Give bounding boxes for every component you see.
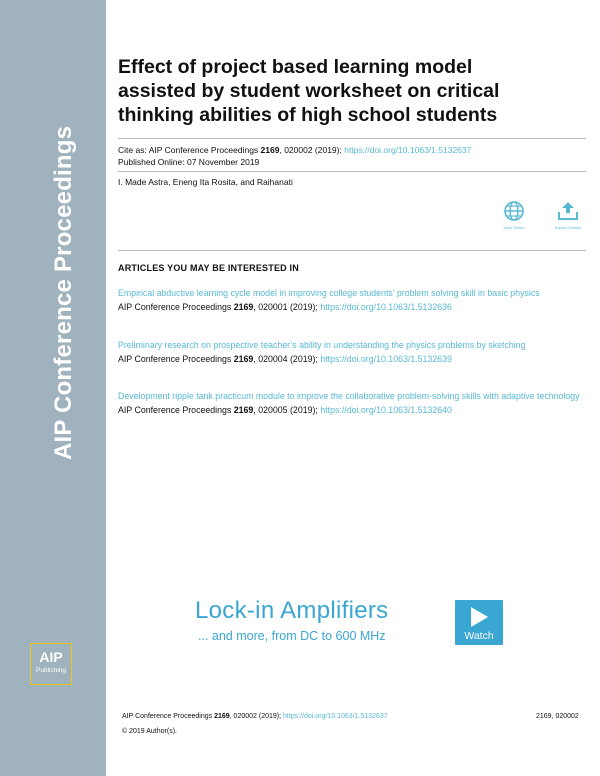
globe-icon (503, 200, 525, 222)
ad-headline: Lock-in Amplifiers (195, 597, 389, 624)
watch-button[interactable] (455, 600, 503, 645)
view-online-button[interactable] (494, 200, 534, 230)
footer-doi-link[interactable]: https://doi.org/10.1063/1.5132637 (283, 713, 388, 720)
related-article-ref (118, 353, 588, 366)
related-article-doi-link[interactable]: https://doi.org/10.1063/1.5132640 (320, 405, 452, 415)
related-article-ref (118, 301, 588, 314)
related-article-title-link[interactable]: Preliminary research on prospective teacher’s ability in understanding the physics problems by sketching (118, 340, 526, 350)
related-article-doi-link[interactable]: https://doi.org/10.1063/1.5132639 (320, 354, 452, 364)
ref-rest: , 020005 (2019); (253, 405, 321, 415)
footer-citation (122, 713, 388, 720)
ref-rest: , 020004 (2019); (253, 354, 321, 364)
view-online-label: View Online (503, 225, 525, 230)
watch-label: Watch (464, 630, 494, 642)
cite-label: Cite as: AIP Conference Proceedings (118, 145, 261, 155)
logo-sub-text: Publishing (36, 667, 66, 674)
play-icon (471, 607, 488, 627)
footer-ref-rest: , 020002 (2019); (229, 713, 283, 720)
export-icon (556, 200, 580, 222)
ref-prefix: AIP Conference Proceedings (118, 302, 234, 312)
related-article-title-link[interactable]: Empirical abductive learning cycle model in improving college students’ problem solving skill in basic physics (118, 288, 540, 298)
cite-line (118, 144, 588, 156)
ref-volume: 2169 (233, 354, 254, 364)
ref-prefix: AIP Conference Proceedings (118, 405, 234, 415)
article-doi-link[interactable]: https://doi.org/10.1063/1.5132637 (344, 145, 472, 155)
ref-volume: 2169 (233, 405, 254, 415)
related-article (118, 287, 588, 314)
related-article-title-link[interactable]: Development ripple tank practicum module to improve the collaborative problem-solving skills with adaptive technology (118, 391, 580, 401)
title-divider (118, 138, 586, 139)
related-article-ref (118, 404, 588, 417)
cite-rest: , 020002 (2019); (279, 145, 345, 155)
footer-ref-prefix: AIP Conference Proceedings (122, 713, 215, 720)
ref-volume: 2169 (233, 302, 254, 312)
related-article (118, 390, 588, 417)
section-divider (118, 250, 586, 251)
aip-publishing-logo[interactable] (30, 643, 72, 685)
related-article-doi-link[interactable]: https://doi.org/10.1063/1.5132636 (320, 302, 452, 312)
article-title: Effect of project based learning model assisted by student worksheet on critical thinking abilities of high school students (118, 56, 500, 126)
ref-prefix: AIP Conference Proceedings (118, 354, 234, 364)
export-citation-button[interactable] (548, 200, 588, 230)
authors: I. Made Astra, Eneng Ita Rosita, and Raihanati (118, 177, 293, 187)
cite-divider (118, 171, 586, 172)
related-article (118, 339, 588, 366)
citation-block (118, 144, 588, 168)
journal-title-vertical: AIP Conference Proceedings (50, 125, 77, 460)
related-articles-heading: ARTICLES YOU MAY BE INTERESTED IN (118, 263, 299, 273)
logo-main-text: AIP (39, 649, 63, 665)
ad-subline: ... and more, from DC to 600 MHz (198, 629, 386, 643)
footer-page-ref: 2169, 020002 (536, 713, 579, 720)
copyright: © 2019 Author(s). (122, 728, 177, 735)
export-citation-label: Export Citation (554, 225, 582, 230)
published-date: Published Online: 07 November 2019 (118, 157, 260, 167)
journal-sidebar (0, 0, 106, 776)
cite-volume: 2169 (260, 145, 280, 155)
ref-rest: , 020001 (2019); (253, 302, 321, 312)
footer-volume: 2169 (214, 713, 230, 720)
